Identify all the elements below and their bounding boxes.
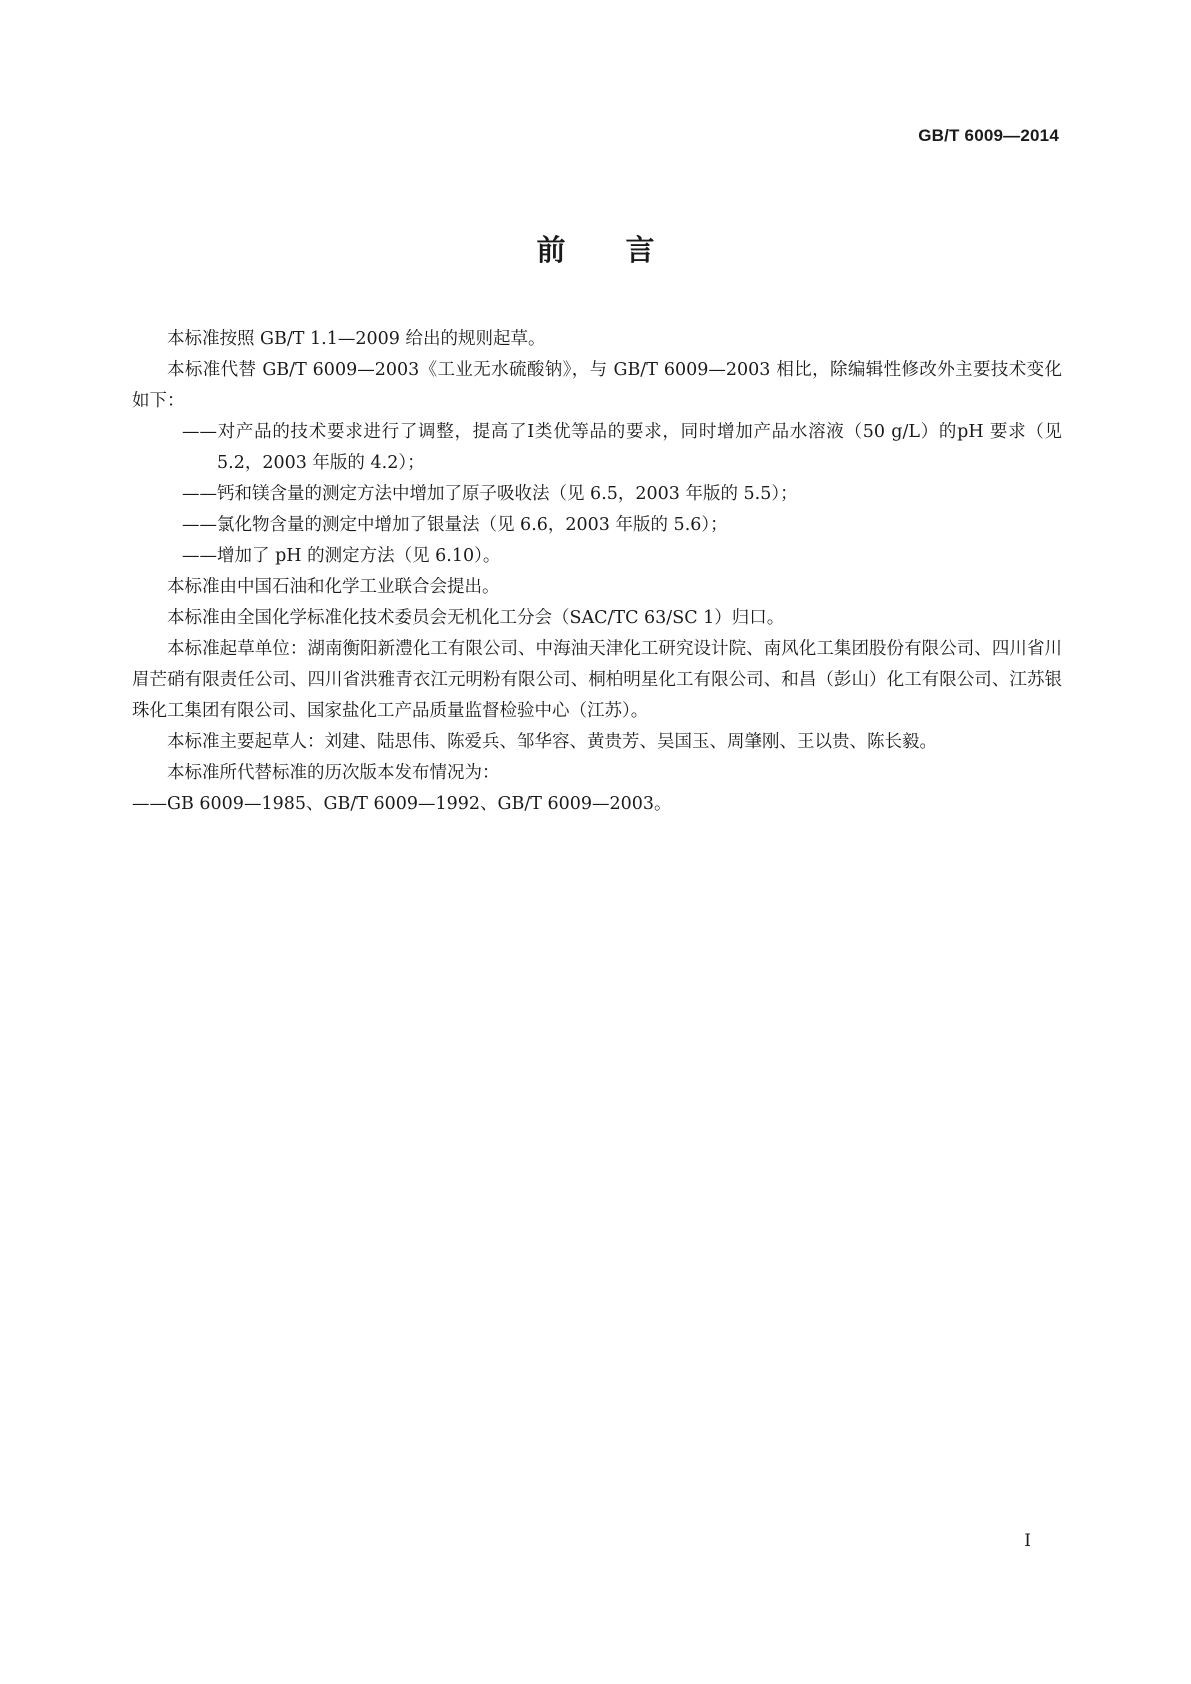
change-item-chloride: ——氯化物含量的测定中增加了银量法（见 6.6，2003 年版的 5.6）； <box>182 515 728 535</box>
page-title: 前言 <box>536 233 715 267</box>
paragraph-administered-by: 本标准由全国化学标准化技术委员会无机化工分会（SAC/TC 63/SC 1）归口。 <box>167 608 785 628</box>
paragraph-proposed-by: 本标准由中国石油和化学工业联合会提出。 <box>167 577 500 597</box>
paragraph-drafters: 本标准主要起草人：刘建、陆思伟、陈爱兵、邹华容、黄贵芳、吴国玉、周肇刚、王以贵、陈长毅。 <box>167 732 937 752</box>
paragraph-replacement: 本标准代替 GB/T 6009—2003《工业无水硫酸钠》，与 GB/T 6009—2003 相比，除编辑性修改外主要技术变化如下： <box>132 360 1062 411</box>
paragraph-drafting-units: 本标准起草单位：湖南衡阳新澧化工有限公司、中海油天津化工研究设计院、南风化工集团股份有限公司、四川省川眉芒硝有限责任公司、四川省洪雅青衣江元明粉有限公司、桐柏明星化工有限公司、和昌（彭山）化工有限公司、江苏银珠化工集团有限公司、国家盐化工产品质量监督检验中心（江苏）。 <box>132 639 1062 721</box>
foreword-body <box>132 324 1062 820</box>
change-item-technical-requirements: ——对产品的技术要求进行了调整，提高了Ⅰ类优等品的要求，同时增加产品水溶液（50 g/L）的pH 要求（见 5.2，2003 年版的 4.2）； <box>182 422 1062 473</box>
paragraph-history-intro: 本标准所代替标准的历次版本发布情况为： <box>167 763 500 783</box>
change-item-ph-method: ——增加了 pH 的测定方法（见 6.10）。 <box>182 546 501 566</box>
change-item-calcium-magnesium: ——钙和镁含量的测定方法中增加了原子吸收法（见 6.5，2003 年版的 5.5）； <box>182 484 798 504</box>
history-item: ——GB 6009—1985、GB/T 6009—1992、GB/T 6009—2003。 <box>132 794 672 814</box>
standard-number: GB/T 6009—2014 <box>918 126 1059 145</box>
page-number: I <box>1024 1531 1031 1551</box>
paragraph-drafting-rules: 本标准按照 GB/T 1.1—2009 给出的规则起草。 <box>167 329 546 349</box>
